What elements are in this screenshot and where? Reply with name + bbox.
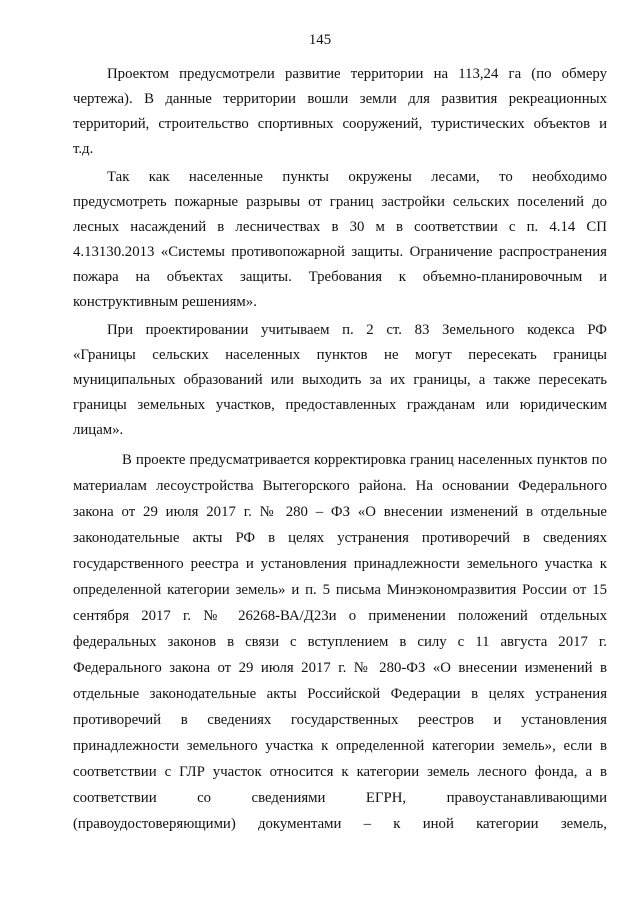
text-line: границы земельных участков, предоставленных гражданам или юридическим xyxy=(73,397,607,413)
page-number: 145 xyxy=(308,32,332,48)
document-body xyxy=(73,62,607,837)
text-line: противоречий в сведениях государственных реестров и установления xyxy=(73,712,607,728)
text-line: государственного реестра и установления принадлежности земельного участка к xyxy=(73,556,607,572)
text-line: чертежа). В данные территории вошли земли для развития рекреационных xyxy=(73,91,607,107)
text-line: сентября 2017 г. № 26268-ВА/Д23и о применении положений отдельных xyxy=(73,608,607,624)
text-line: При проектировании учитываем п. 2 ст. 83 Земельного кодекса РФ xyxy=(107,322,607,338)
text-line: соответствии с ГЛР участок относится к категории земель лесного фонда, а в xyxy=(73,764,607,780)
text-line: территорий, строительство спортивных сооружений, туристических объектов и xyxy=(73,116,607,132)
text-line: законодательные акты РФ в целях устранения противоречий в сведениях xyxy=(73,530,607,546)
text-line: т.д. xyxy=(73,141,94,157)
text-line: (правоудостоверяющими) документами – к иной категории земель, xyxy=(73,816,607,832)
paragraph-2 xyxy=(73,165,607,315)
paragraph-1 xyxy=(73,62,607,162)
text-line: принадлежности земельного участка к определенной категории земель», если в xyxy=(73,738,607,754)
text-line: лесных насаждений в лесничествах в 30 м в соответствии с п. 4.14 СП xyxy=(73,219,607,235)
text-line: предусмотреть пожарные разрывы от границ застройки сельских поселений до xyxy=(73,194,607,210)
text-line: Проектом предусмотрели развитие территории на 113,24 га (по обмеру xyxy=(107,66,607,82)
text-line: определенной категории земель» и п. 5 письма Минэкономразвития России от 15 xyxy=(73,582,607,598)
text-line: закона от 29 июля 2017 г. № 280 – ФЗ «О внесении изменений в отдельные xyxy=(73,504,607,520)
text-line: соответствии со сведениями ЕГРН, правоустанавливающими xyxy=(73,790,607,806)
text-line: лицам». xyxy=(73,422,124,438)
text-line: конструктивным решениям». xyxy=(73,294,257,310)
text-line: Федерального закона от 29 июля 2017 г. № 280-ФЗ «О внесении изменений в xyxy=(73,660,607,676)
text-line: В проекте предусматривается корректировка границ населенных пунктов по xyxy=(122,452,607,468)
text-line: пожара на объектах защиты. Требования к объемно-планировочным и xyxy=(73,269,607,285)
text-line: федеральных законов в связи с вступлением в силу с 11 августа 2017 г. xyxy=(73,634,607,650)
text-line: муниципальных образований или выходить за их границы, а также пересекать xyxy=(73,372,607,388)
text-line: отдельные законодательные акты Российской Федерации в целях устранения xyxy=(73,686,607,702)
paragraph-4 xyxy=(73,447,607,837)
text-line: 4.13130.2013 «Системы противопожарной защиты. Ограничение распространения xyxy=(73,244,607,260)
text-line: Так как населенные пункты окружены лесами, то необходимо xyxy=(107,169,607,185)
text-line: «Границы сельских населенных пунктов не могут пересекать границы xyxy=(73,347,607,363)
paragraph-3 xyxy=(73,318,607,443)
text-line: материалам лесоустройства Вытегорского района. На основании Федерального xyxy=(73,478,607,494)
